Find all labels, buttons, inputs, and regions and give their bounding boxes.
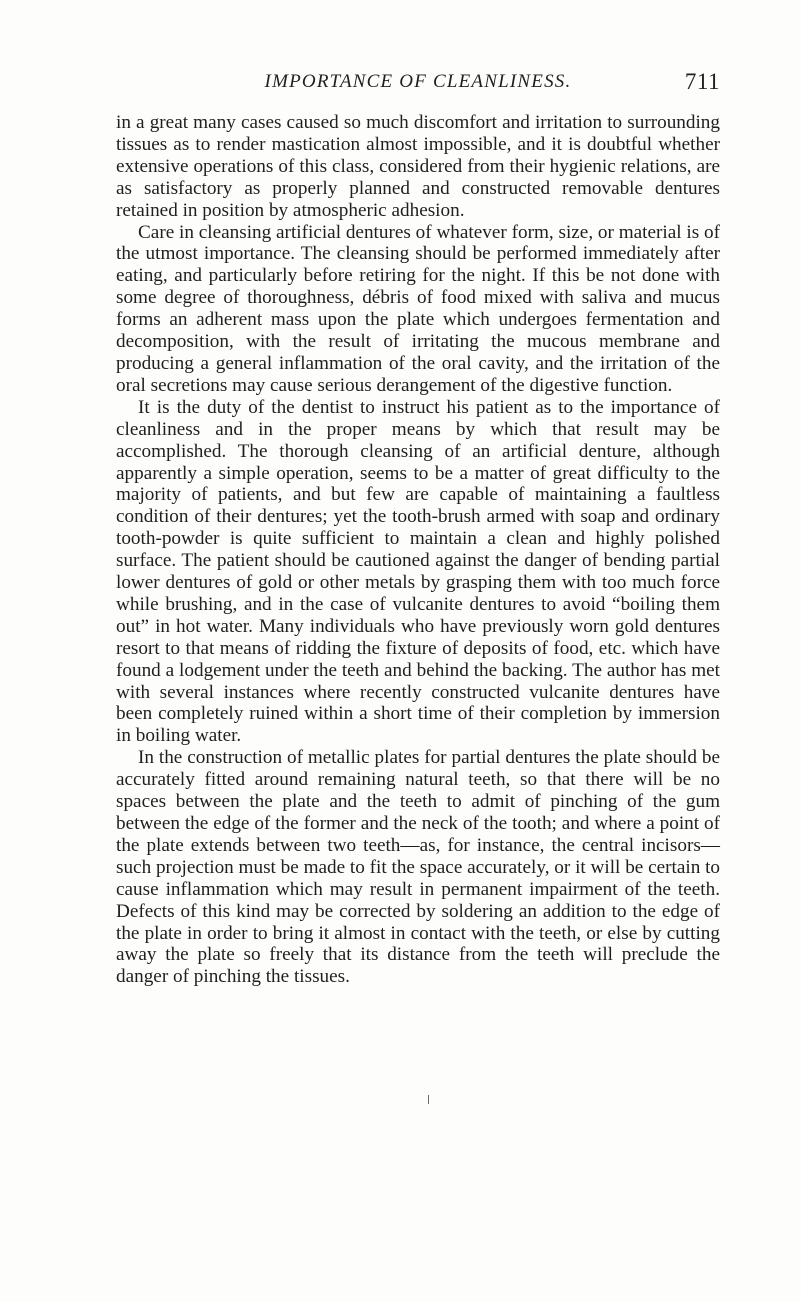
paragraph-metallic-plates: In the construction of metallic plates for partial dentures the plate should be accurately fitted around remaining natural teeth, so that there will be no spaces between the plate and the teeth to admit of pinching of the gum between the edge of the former and the neck of the tooth; and where a point of the plate extends between two teeth—as, for instance, the central incisors—such projection must be made to fit the space accurately, or it will be certain to cause inflammation which may result in permanent impairment of the teeth. Defects of this kind may be corrected by soldering an addition to the edge of the plate in order to bring it almost in contact with the teeth, or else by cutting away the plate so freely that its distance from the teeth will preclude the danger of pinching the tissues. (116, 747, 721, 988)
paragraph-cleansing: Care in cleansing artificial dentures of whatever form, size, or material is of the utmost importance. The cleansing should be performed immediately after eating, and particularly before retiring for the night. If this be not done with some degree of thoroughness, débris of food mixed with saliva and mucus forms an adherent mass upon the plate which undergoes fermentation and decomposition, with the result of irritating the mucous membrane and producing a general inflammation of the oral cavity, and the irritation of the oral secretions may cause serious derangement of the digestive function. (116, 221, 720, 396)
running-title: IMPORTANCE OF CLEANLINESS. (264, 71, 572, 92)
body-text (116, 112, 720, 988)
paragraph-dentist-duty: It is the duty of the dentist to instruct his patient as to the importance of cleanliness and in the proper means by which that result may be accomplished. The thorough cleansing of an artificial denture, although apparently a simple operation, seems to be a matter of great difficulty to the majority of patients, and but few are capable of maintaining a faultless condition of their dentures; yet the tooth-brush armed with soap and ordinary tooth-powder is quite sufficient to maintain a clean and highly polished surface. The patient should be cautioned against the danger of bending partial lower dentures of gold or other metals by grasping them with too much force while brushing, and in the case of vulcanite dentures to avoid “boiling them out” in hot water. Many individuals who have previously worn gold dentures resort to that means of ridding the fixture of deposits of food, etc. which have found a lodgement under the teeth and behind the backing. The author has met with several instances where recently constructed vulcanite dentures have been completely ruined within a short time of their completion by immersion in boiling water. (116, 396, 720, 747)
paragraph-continued: in a great many cases caused so much discomfort and irritation to surrounding tissues as to render mastication almost impossible, and it is doubtful whether extensive operations of this class, considered from their hygienic relations, are as satisfactory as properly planned and constructed removable dentures retained in position by atmospheric adhesion. (116, 112, 720, 221)
running-head (116, 69, 720, 95)
stray-mark (428, 1095, 429, 1104)
page-number: 711 (684, 69, 720, 94)
